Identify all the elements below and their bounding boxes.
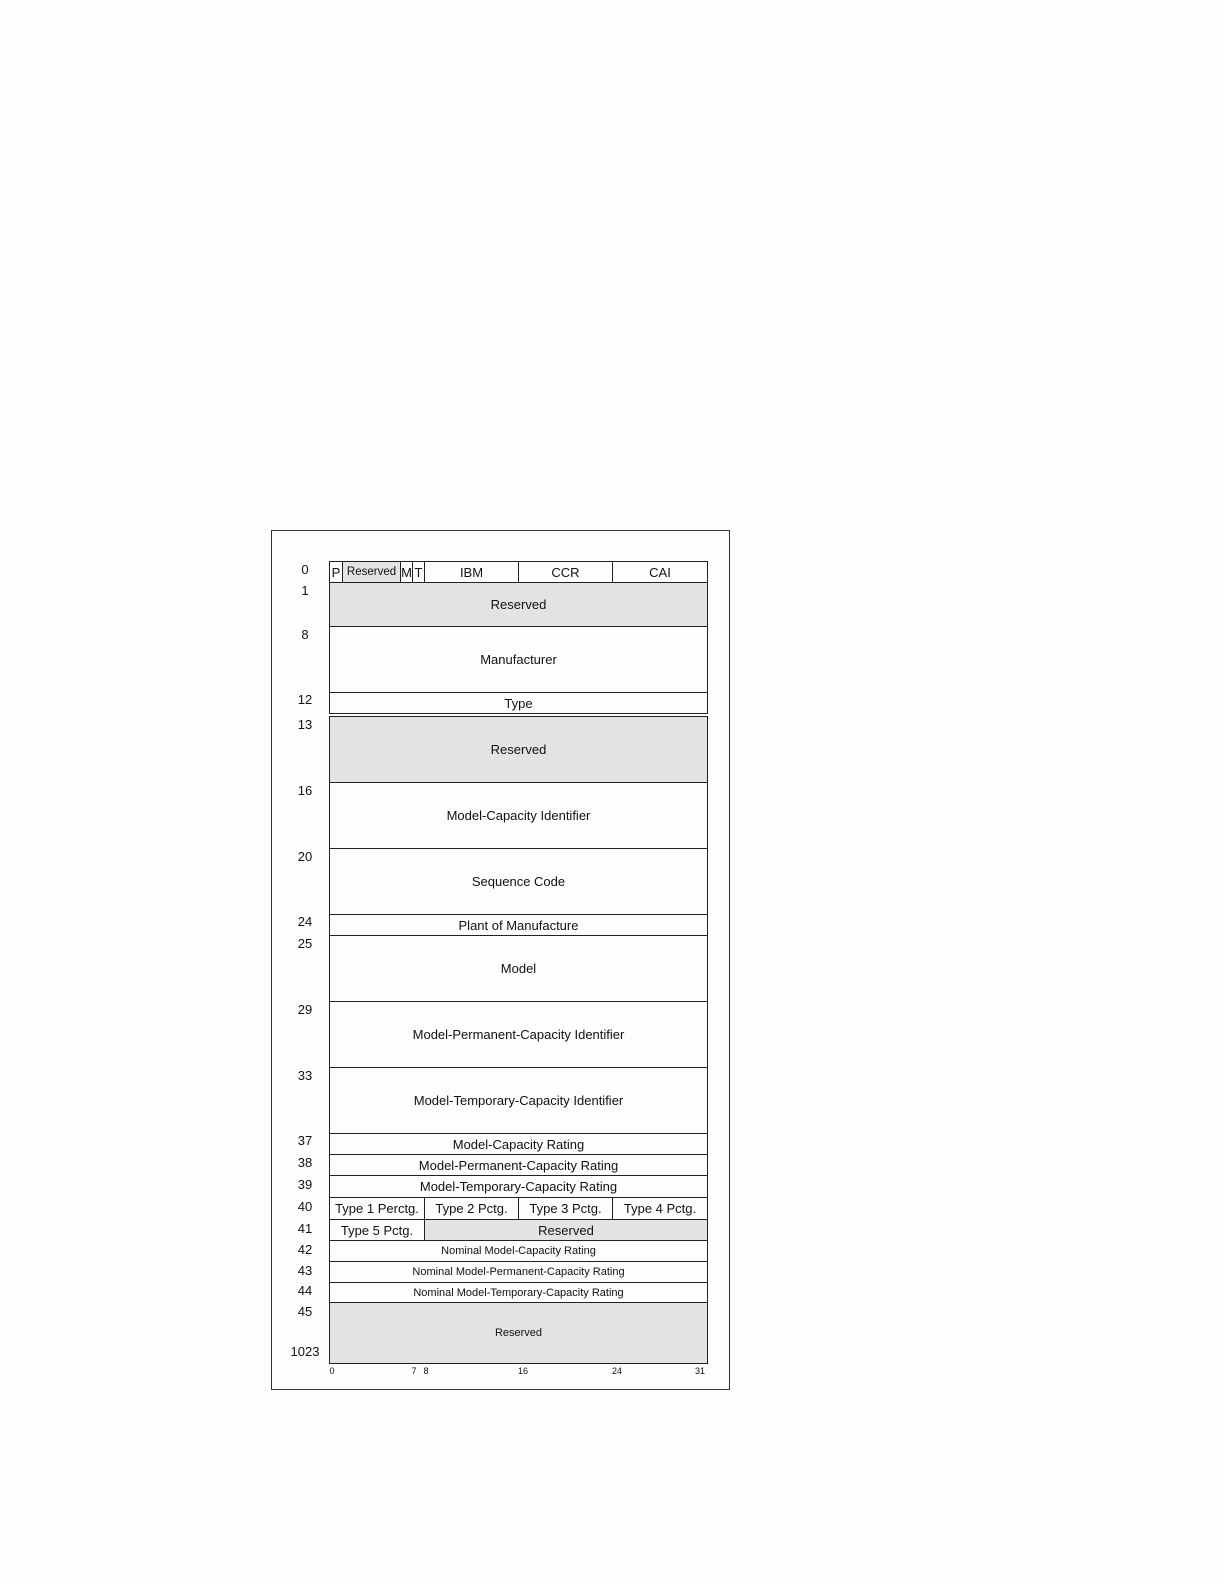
bit-label-16: 16 xyxy=(517,1366,529,1376)
field-type2-percentage: Type 2 Pctg. xyxy=(424,1197,519,1220)
field-reserved-1: Reserved xyxy=(329,582,708,627)
word-offset-40: 40 xyxy=(297,1199,313,1214)
field-type4-percentage: Type 4 Pctg. xyxy=(612,1197,708,1220)
field-t: T xyxy=(412,561,425,583)
field-p: P xyxy=(329,561,343,583)
field-nominal-model-capacity-rating: Nominal Model-Capacity Rating xyxy=(329,1240,708,1262)
field-model-temporary-capacity-identifier: Model-Temporary-Capacity Identifier xyxy=(329,1067,708,1134)
word-offset-0: 0 xyxy=(301,562,309,577)
bit-label-7: 7 xyxy=(411,1366,417,1376)
word-offset-13: 13 xyxy=(297,717,313,732)
word-offset-24: 24 xyxy=(297,914,313,929)
field-sequence-code: Sequence Code xyxy=(329,848,708,915)
word-offset-16: 16 xyxy=(297,783,313,798)
field-nominal-model-temporary-capacity-rating: Nominal Model-Temporary-Capacity Rating xyxy=(329,1282,708,1303)
word-offset-45: 45 xyxy=(297,1304,313,1319)
field-model: Model xyxy=(329,935,708,1002)
bit-label-0: 0 xyxy=(329,1366,335,1376)
field-manufacturer: Manufacturer xyxy=(329,626,708,693)
bit-label-24: 24 xyxy=(611,1366,623,1376)
field-type: Type xyxy=(329,692,708,714)
field-reserved-45: Reserved xyxy=(329,1302,708,1364)
field-ccr: CCR xyxy=(518,561,613,583)
word-offset-44: 44 xyxy=(297,1283,313,1298)
word-offset-1: 1 xyxy=(301,583,309,598)
field-type3-percentage: Type 3 Pctg. xyxy=(518,1197,613,1220)
word-offset-39: 39 xyxy=(297,1177,313,1192)
field-model-permanent-capacity-rating: Model-Permanent-Capacity Rating xyxy=(329,1154,708,1176)
word-offset-38: 38 xyxy=(297,1155,313,1170)
word-offset-29: 29 xyxy=(297,1002,313,1017)
field-type1-percentage: Type 1 Perctg. xyxy=(329,1197,425,1220)
field-plant-of-manufacture: Plant of Manufacture xyxy=(329,914,708,936)
word-offset-33: 33 xyxy=(297,1068,313,1083)
word-offset-41: 41 xyxy=(297,1221,313,1236)
word-offset-20: 20 xyxy=(297,849,313,864)
word-offset-25: 25 xyxy=(297,936,313,951)
word-offset-8: 8 xyxy=(301,627,309,642)
field-model-permanent-capacity-identifier: Model-Permanent-Capacity Identifier xyxy=(329,1001,708,1068)
field-model-capacity-identifier: Model-Capacity Identifier xyxy=(329,782,708,849)
word-offset-43: 43 xyxy=(297,1263,313,1278)
field-model-capacity-rating: Model-Capacity Rating xyxy=(329,1133,708,1155)
field-reserved-byte0: Reserved xyxy=(342,561,401,583)
field-m: M xyxy=(400,561,413,583)
field-type5-percentage: Type 5 Pctg. xyxy=(329,1219,425,1241)
bit-label-31: 31 xyxy=(694,1366,706,1376)
field-reserved-13: Reserved xyxy=(329,716,708,783)
word-offset-12: 12 xyxy=(297,692,313,707)
field-nominal-model-permanent-capacity-rating: Nominal Model-Permanent-Capacity Rating xyxy=(329,1261,708,1283)
field-ibm: IBM xyxy=(424,561,519,583)
field-reserved-41: Reserved xyxy=(424,1219,708,1241)
field-cai: CAI xyxy=(612,561,708,583)
word-offset-1023: 1023 xyxy=(290,1344,320,1359)
word-offset-42: 42 xyxy=(297,1242,313,1257)
word-offset-37: 37 xyxy=(297,1133,313,1148)
bit-label-8: 8 xyxy=(423,1366,429,1376)
field-model-temporary-capacity-rating: Model-Temporary-Capacity Rating xyxy=(329,1175,708,1198)
